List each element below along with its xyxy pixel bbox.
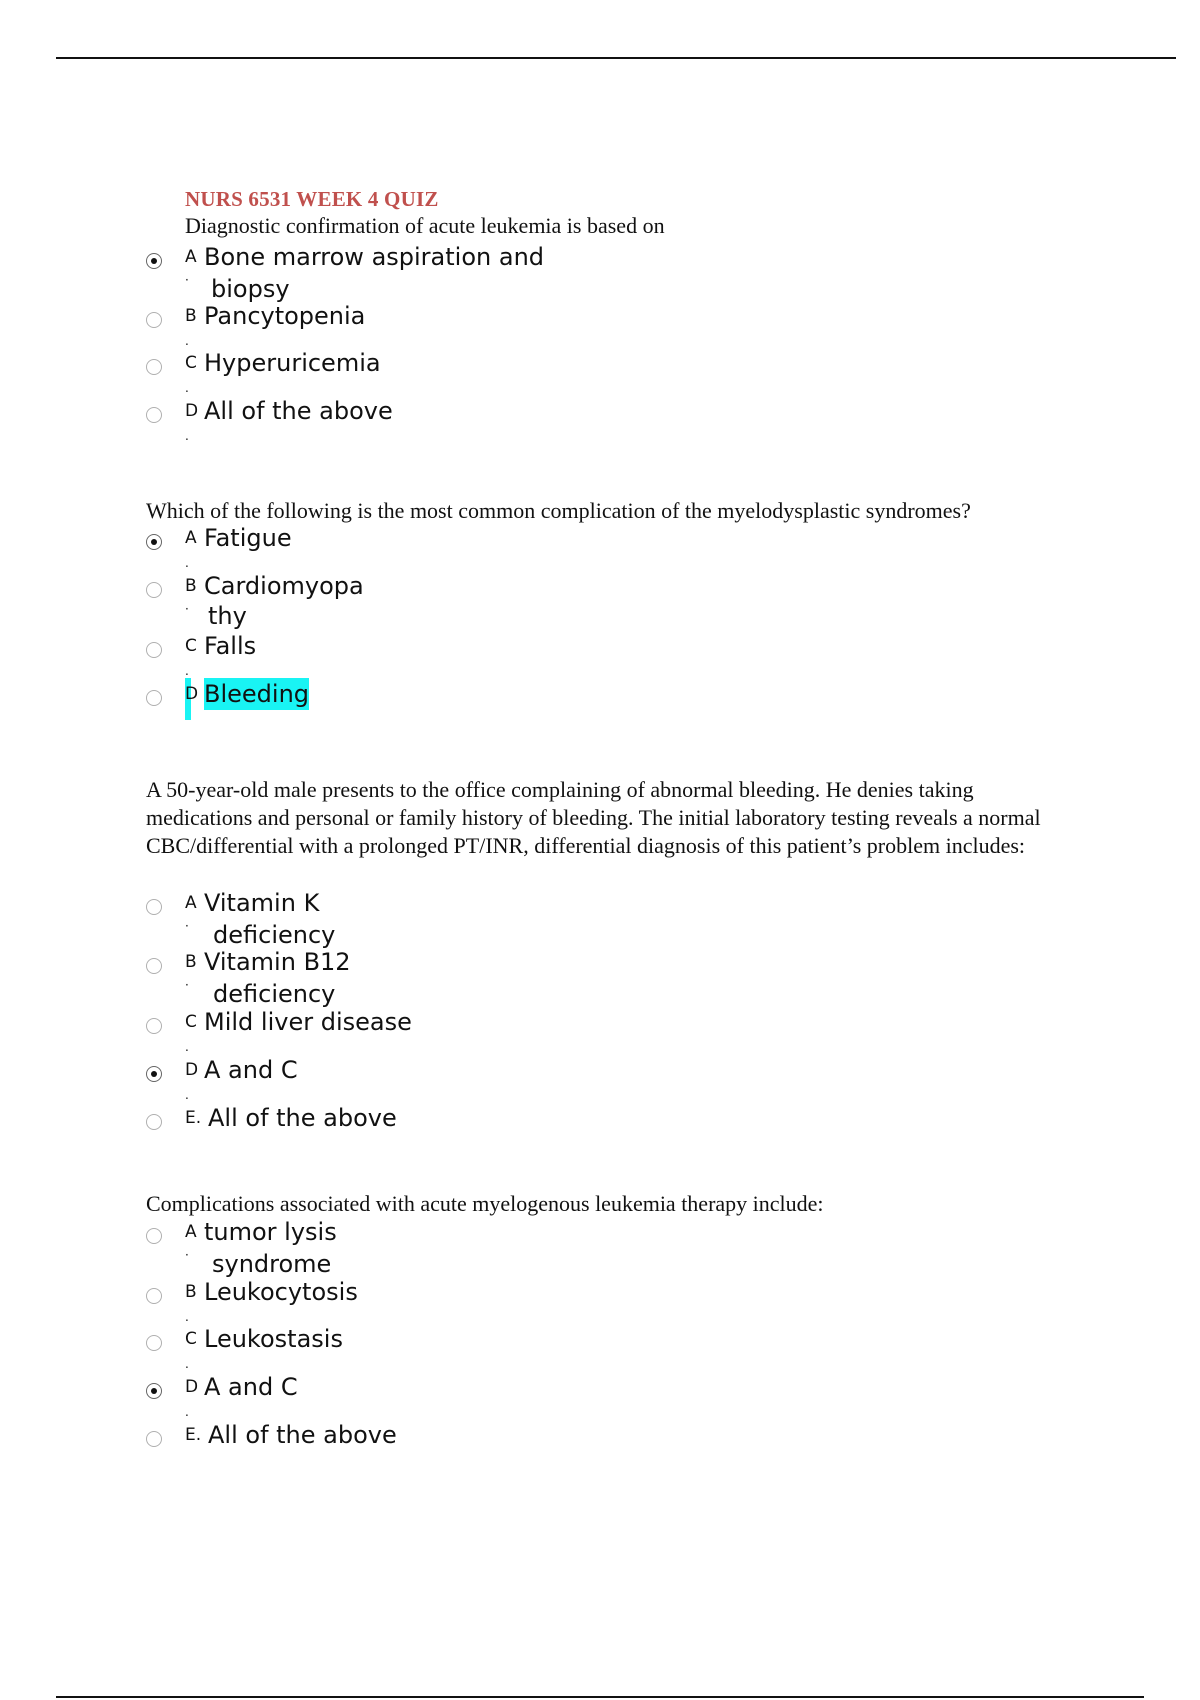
option-text: Fatigue	[204, 524, 292, 552]
radio-icon[interactable]	[146, 1431, 162, 1447]
radio-icon[interactable]	[146, 1335, 162, 1351]
option-letter: B	[185, 576, 197, 596]
option-letter: D	[185, 684, 199, 704]
option-letter: E.	[185, 1108, 202, 1128]
top-rule	[56, 57, 1176, 59]
option-letter: A	[185, 528, 197, 548]
question-4-text: Complications associated with acute myelogenous leukemia therapy include:	[146, 1191, 824, 1216]
option-text: A and C	[204, 1056, 298, 1084]
option-dot: .	[185, 1357, 189, 1371]
option-text: Leukocytosis	[204, 1278, 358, 1306]
option-dot: .	[185, 334, 189, 348]
option-text-cont: deficiency	[213, 921, 336, 949]
option-dot: .	[185, 1088, 189, 1102]
radio-icon[interactable]	[146, 690, 162, 706]
question-2-text: Which of the following is the most common complication of the myelodysplastic syndromes?	[146, 498, 971, 523]
option-text-highlighted: Bleeding	[204, 680, 310, 708]
option-dot: ·	[185, 978, 189, 992]
option-text-cont: thy	[208, 602, 247, 630]
radio-icon[interactable]	[146, 958, 162, 974]
option-letter: D	[185, 1060, 199, 1080]
radio-icon[interactable]	[146, 642, 162, 658]
option-letter: A	[185, 893, 197, 913]
option-text: Cardiomyopa	[204, 572, 364, 600]
option-text: Vitamin K	[204, 889, 320, 917]
option-text: Bone marrow aspiration and	[204, 243, 545, 271]
option-letter: C	[185, 1012, 197, 1032]
option-dot: ·	[185, 602, 189, 616]
option-letter: D	[185, 1377, 199, 1397]
radio-selected-icon[interactable]	[146, 253, 162, 269]
radio-icon[interactable]	[146, 312, 162, 328]
option-dot: ·	[185, 273, 189, 287]
option-text: Mild liver disease	[204, 1008, 412, 1036]
option-dot: .	[185, 381, 189, 395]
option-text: All of the above	[208, 1421, 397, 1449]
radio-icon[interactable]	[146, 407, 162, 423]
radio-icon[interactable]	[146, 1018, 162, 1034]
option-dot: .	[185, 1040, 189, 1054]
option-letter: E.	[185, 1425, 202, 1445]
option-letter: B	[185, 1282, 197, 1302]
option-text-cont: biopsy	[211, 275, 290, 303]
radio-icon[interactable]	[146, 899, 162, 915]
option-dot: .	[185, 1405, 189, 1419]
question-1-text: Diagnostic confirmation of acute leukemia is based on	[185, 213, 665, 238]
option-dot: .	[185, 556, 189, 570]
option-text: All of the above	[204, 397, 393, 425]
option-text: Pancytopenia	[204, 302, 366, 330]
option-letter: B	[185, 306, 197, 326]
radio-icon[interactable]	[146, 1228, 162, 1244]
option-text-cont: deficiency	[213, 980, 336, 1008]
question-3-text: A 50-year-old male presents to the office complaining of abnormal bleeding. He denies taking medications and personal or family history of bleeding. The initial laboratory testing reveals a normal CBC/differential with a prolonged PT/INR, differential diagnosis of this patient’s problem includes:	[146, 777, 1041, 858]
option-letter: A	[185, 247, 197, 267]
option-text: tumor lysis	[204, 1218, 337, 1246]
option-dot: .	[185, 429, 189, 443]
option-text: Leukostasis	[204, 1325, 343, 1353]
radio-icon[interactable]	[146, 582, 162, 598]
option-letter: A	[185, 1222, 197, 1242]
option-text: Hyperuricemia	[204, 349, 381, 377]
option-dot: ·	[185, 919, 189, 933]
radio-icon[interactable]	[146, 1114, 162, 1130]
option-text-cont: syndrome	[212, 1250, 332, 1278]
radio-icon[interactable]	[146, 1288, 162, 1304]
option-text: Falls	[204, 632, 257, 660]
option-letter: C	[185, 636, 197, 656]
option-letter: D	[185, 401, 199, 421]
option-letter: C	[185, 1329, 197, 1349]
bottom-rule	[56, 1696, 1144, 1698]
option-letter: B	[185, 952, 197, 972]
radio-selected-icon[interactable]	[146, 534, 162, 550]
option-dot: .	[185, 664, 189, 678]
radio-icon[interactable]	[146, 359, 162, 375]
radio-selected-icon[interactable]	[146, 1383, 162, 1399]
option-dot: ·	[185, 1248, 189, 1262]
option-letter: C	[185, 353, 197, 373]
option-text: Vitamin B12	[204, 948, 351, 976]
quiz-title: NURS 6531 WEEK 4 QUIZ	[185, 187, 439, 211]
option-dot: .	[185, 1310, 189, 1324]
option-text: All of the above	[208, 1104, 397, 1132]
option-text: A and C	[204, 1373, 298, 1401]
radio-selected-icon[interactable]	[146, 1066, 162, 1082]
